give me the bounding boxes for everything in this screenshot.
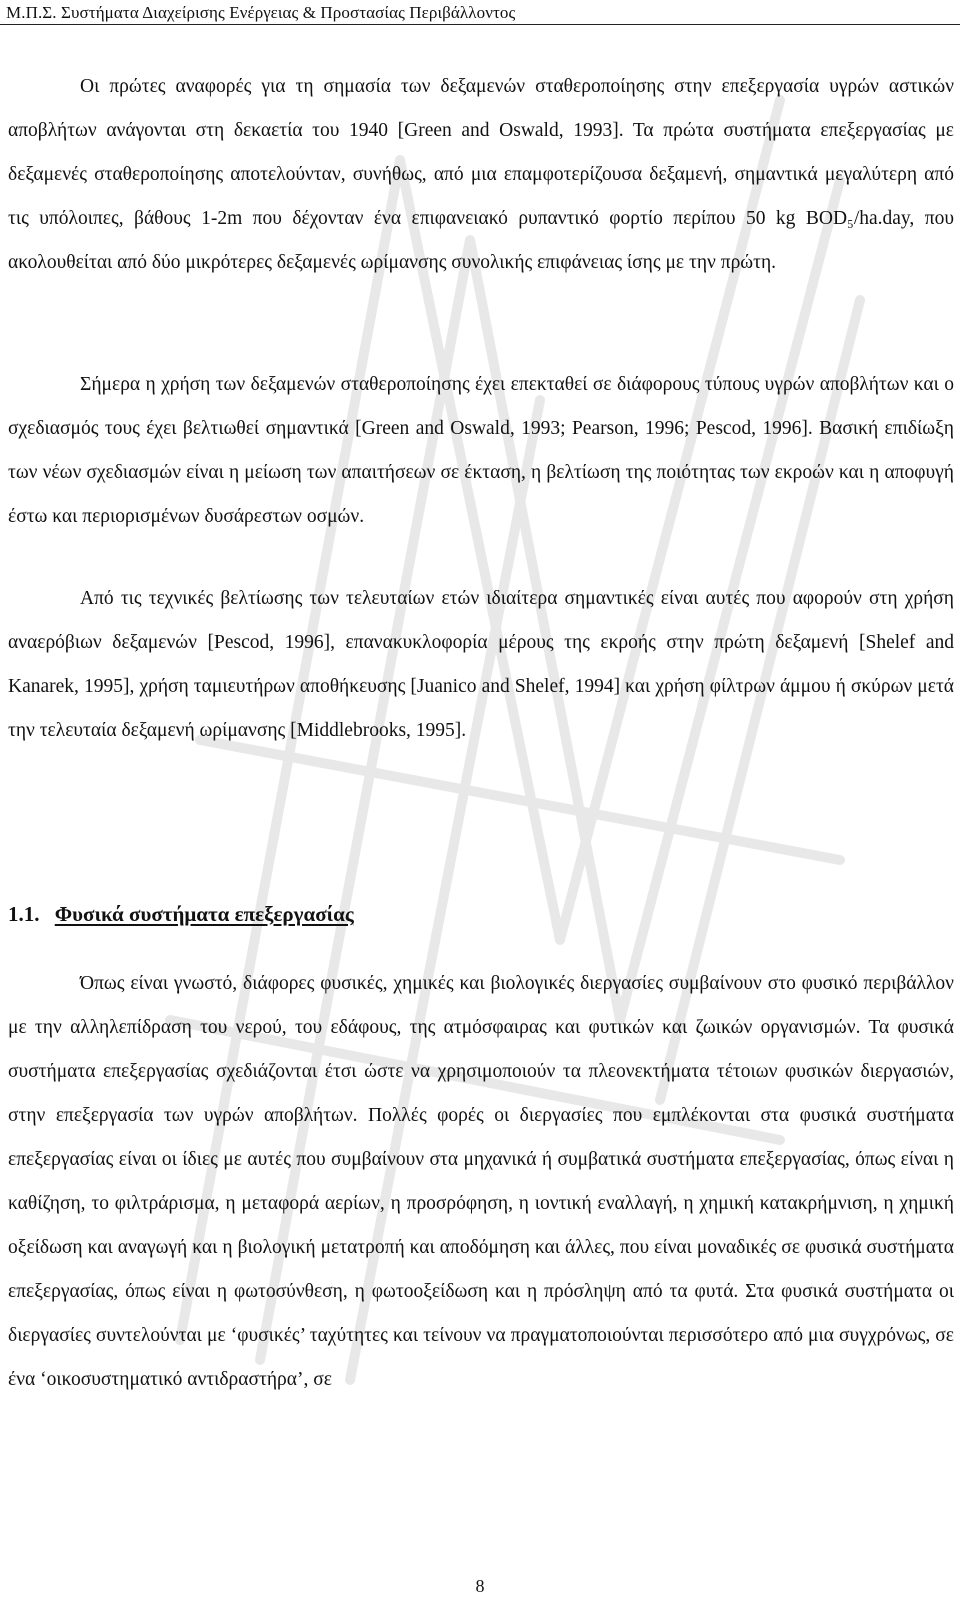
paragraph-natural-systems: Όπως είναι γνωστό, διάφορες φυσικές, χημικές και βιολογικές διεργασίες συμβαίνουν στο φυσικό περιβάλλον με την αλληλεπίδραση του νερού, του εδάφους, της ατμόσφαιρας και φυτικών και ζωικών οργανισμών. Τα φυσικά συστήματα επεξεργασίας σχεδιάζονται έτσι ώστε να χρησιμοποιούν τα πλεονεκτήματα τέτοιων φυσικών διεργασιών, στην επεξεργασία των υγρών αποβλήτων. Πολλές φορές οι διεργασίες που εμπλέκονται στα φυσικά συστήματα επεξεργασίας είναι οι ίδιες με αυτές που συμβαίνουν στα μηχανικά ή συμβατικά συστήματα επεξεργασίας, όπως είναι η καθίζηση, το φιλτράρισμα, η μεταφορά αερίων, η προσρόφηση, η ιοντική εναλλαγή, η χημική κατακρήμνιση, η χημική οξείδωση και αναγωγή και η βιολογική μετατροπή και αποδόμηση και άλλες, που είναι μοναδικές σε φυσικά συστήματα επεξεργασίας, όπως είναι η φωτοσύνθεση, η φωτοοξείδωση και η πρόσληψη από τα φυτά. Στα φυσικά συστήματα οι διεργασίες συντελούνται με ‘φυσικές’ ταχύτητες και τείνουν να πραγματοποιούνται περισσότερο από μια συγχρόνως, σε ένα ‘οικοσυστηματικό αντιδραστήρα’, σε: [8, 973, 954, 1390]
section-number: 1.1.: [8, 902, 40, 926]
section-title: Φυσικά συστήματα επεξεργασίας: [54, 902, 354, 926]
paragraph-current-use: Σήμερα η χρήση των δεξαμενών σταθεροποίησης έχει επεκταθεί σε διάφορους τύπους υγρών αποβλήτων και ο σχεδιασμός τους έχει βελτιωθεί σημαντικά [Green and Oswald, 1993; Pearson, 1996; Pescod, 1996]. Βασική επιδίωξη των νέων σχεδιασμών είναι η μείωση των απαιτήσεων σε έκταση, η βελτίωση της ποιότητας των εκροών και η αποφυγή έστω και περιορισμένων δυσάρεστων οσμών.: [8, 374, 954, 527]
header-rule: [0, 24, 960, 25]
paragraph-improvement-techniques: Από τις τεχνικές βελτίωσης των τελευταίων ετών ιδιαίτερα σημαντικές είναι αυτές που αφορούν στη χρήση αναερόβιων δεξαμενών [Pescod, 1996], επανακυκλοφορία μέρους της εκροής στην πρώτη δεξαμενή [Shelef and Kanarek, 1995], χρήση ταμιευτήρων αποθήκευσης [Juanico and Shelef, 1994] και χρήση φίλτρων άμμου ή σκύρων μετά την τελευταία δεξαμενή ωρίμανσης [Middlebrooks, 1995].: [8, 588, 954, 741]
section-heading: [8, 898, 354, 930]
paragraph-history: Οι πρώτες αναφορές για τη σημασία των δεξαμενών σταθεροποίησης στην επεξεργασία υγρών αστικών αποβλήτων ανάγονται στη δεκαετία του 1940 [Green and Oswald, 1993]. Τα πρώτα συστήματα επεξεργασίας με δεξαμενές σταθεροποίησης αποτελούνταν, συνήθως, από μια επαμφοτερίζουσα δεξαμενή, σημαντικά μεγαλύτερη από τις υπόλοιπες, βάθους 1-2m που δέχονταν ένα επιφανειακό ρυπαντικό φορτίο περίπου 50 kg BOD₅/ha.day, που ακολουθείται από δύο μικρότερες δεξαμενές ωρίμανσης συνολικής επιφάνειας ίσης με την πρώτη.: [8, 76, 954, 273]
running-header: Μ.Π.Σ. Συστήματα Διαχείρισης Ενέργειας & Προστασίας Περιβάλλοντος: [6, 3, 516, 22]
page-number: 8: [475, 1576, 485, 1596]
